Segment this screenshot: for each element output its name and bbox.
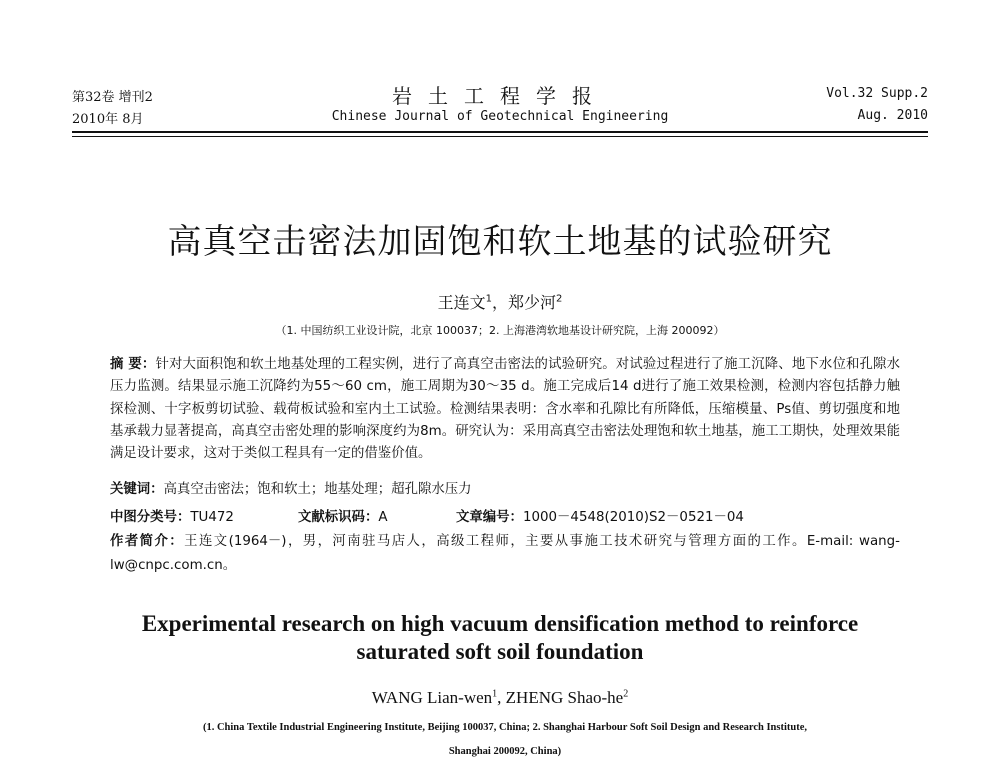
bio-text: 王连文(1964－)，男，河南驻马店人，高级工程师，主要从事施工技术研究与管理方面的工作。E-mail: wang-lw@cnpc.com.cn。 [110,534,900,573]
volume-en: Vol.32 Supp.2 [826,86,928,101]
date-en: Aug. 2010 [857,108,928,123]
author-sep-en: , [497,688,506,707]
author-2-en-sup: 2 [623,688,629,700]
author-2-sup: 2 [556,293,563,305]
abstract-zh [110,354,900,465]
author-2-zh: 郑少河 [508,293,557,312]
affiliation-zh: （1. 中国纺织工业设计院，北京 100037；2. 上海港湾软地基设计研究院，上海 200092） [275,324,725,337]
affiliation-en [110,716,900,764]
journal-name-en: Chinese Journal of Geotechnical Engineering [331,109,669,124]
title-zh: 高真空击密法加固饱和软土地基的试验研究 [167,222,833,262]
document-code: 文献标识码：A [298,510,388,525]
abstract-label: 摘 要： [110,357,156,372]
author-2-en: ZHENG Shao-he [505,688,624,707]
keywords-text: 高真空击密法；饱和软土；地基处理；超孔隙水压力 [163,482,472,497]
authors-zh [72,290,928,313]
header-rule-thin [72,136,928,137]
author-sep-zh: ， [491,293,508,312]
authors-en [72,688,928,708]
keywords [110,478,900,497]
author-1-en: WANG Lian-wen [371,688,493,707]
abstract-text: 针对大面积饱和软土地基处理的工程实例，进行了高真空击密法的试验研究。对试验过程进行了施工沉降、地下水位和孔隙水压力监测。结果显示施工沉降约为55～60 cm，施工周期为30～35 d。施工完成后14 d进行了施工效果检测，检测内容包括静力触探检测、十字板剪切试验、载荷板试验和室内土工试验。检测结果表明：含水率和孔隙比有所降低，压缩模量、Ps值、剪切强度和地基承载力显著提高，高真空击密处理的影响深度约为8m。研究认为：采用高真空击密法处理饱和软土地基，施工工期快，处理效果能满足设计要求，这对于类似工程具有一定的借鉴价值。 [110,357,900,462]
title-en [72,610,928,666]
author-1-en-sup: 1 [492,688,498,700]
clc-code: 中图分类号：TU472 [110,510,234,525]
bio-label: 作者简介： [110,534,185,549]
affiliation-en-line-2: Shanghai 200092, China) [448,746,562,757]
date-zh: 2010年 8月 [72,112,144,127]
classification-row [110,506,900,526]
journal-name-zh: 岩土工程学报 [392,84,608,108]
volume-zh: 第32卷 增刊2 [72,90,153,105]
keywords-label: 关键词： [110,482,164,497]
header-rule-thick [72,131,928,133]
title-en-line-2: saturated soft soil foundation [356,639,644,664]
author-1-zh: 王连文 [437,293,486,312]
journal-header [72,84,928,128]
author-bio [110,530,900,578]
article-number: 文章编号：1000－4548(2010)S2－0521－04 [456,510,744,525]
affiliation-en-line-1: (1. China Textile Industrial Engineering Institute, Beijing 100037, China; 2. Shanghai Harbour Soft Soil Design and Research Institute, [202,722,808,733]
title-en-line-1: Experimental research on high vacuum densification method to reinforce [141,611,859,636]
author-1-sup: 1 [485,293,492,305]
